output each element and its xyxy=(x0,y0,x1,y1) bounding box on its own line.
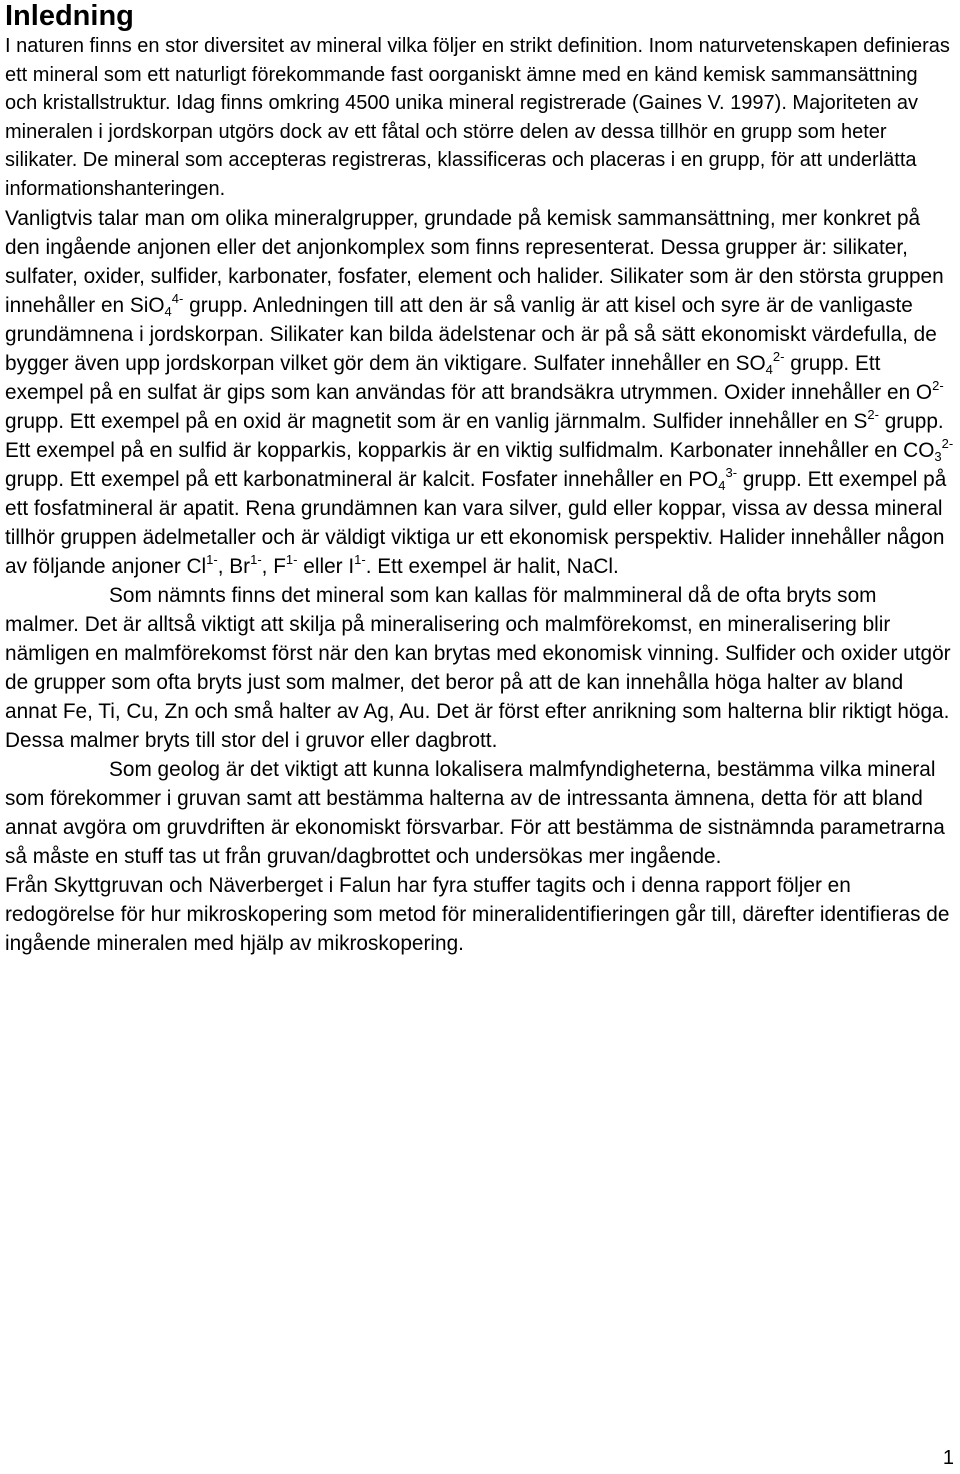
mineral-groups-paragraph: Vanligtvis talar man om olika mineralgrupper, grundade på kemisk sammansättning, mer konkret på den ingående anjonen eller det anjonkomplex som finns representerat. Dessa grupper är: silikater, sulfater, oxider, sulfider, karbonater, fosfater, element och halider. Silikater som är den största gruppen innehåller en SiO$_4^{4-}$ grupp. Anledningen till att den är så vanlig är att kisel och syre är de vanligaste grundämnena i jordskorpan. Silikater kan bilda ädelstenar och är på så sätt ekonomiskt värdefulla, de bygger även upp jordskorpan vilket gör dem än viktigare. Sulfater innehåller en $SO_4^{2-}$ grupp. Ett exempel på en sulfat är gips som kan användas för att brandsäkra utrymmen. Oxider innehåller en $O^{2-}$ grupp. Ett exempel på en oxid är magnetit som är en vanlig järnmalm. Sulfider innehåller en $S^{2-}$ grupp. Ett exempel på en sulfid är kopparkis, kopparkis är en viktig sulfidmalm. Karbonater innehåller en $CO_3^{2-}$ grupp. Ett exempel på ett karbonatmineral är kalcit. Fosfater innehåller en $PO_4^{3-}$ grupp. Ett exempel på ett fosfatmineral är apatit. Rena grundämnen kan vara silver, guld eller koppar, vissa av dessa mineral tillhör gruppen ädelmetaller och är väldigt viktiga ur ett ekonomisk perspektiv. Halider innehåller någon av följande anjoner $Cl^{1-}$, $Br^{1-}$, $F^{1-}$ eller $I^{1-}$. Ett exempel är halit, NaCl. xyxy=(5,206,954,578)
page-number: 1 xyxy=(942,1447,954,1469)
falun-paragraph: Från Skyttgruvan och Näverberget i Falun har fyra stuffer tagits och i denna rapport följer en redogörelse för hur mikroskopering som metod för mineralidentifieringen går till, därefter identifieras de ingående mineralen med hjälp av mikroskopering. xyxy=(5,873,950,955)
geologist-paragraph: Som geolog är det viktigt att kunna lokalisera malmfyndigheterna, bestämma vilka mineral som förekommer i gruvan samt att bestämma halterna av de intressanta ämnena, detta för att bland annat avgöra om gruvdriften är ekonomiskt försvarbar. För att bestämma de sistnämnda parametrarna så måste en stuff tas ut från gruvan/dagbrottet och undersökas mer ingående. xyxy=(5,757,945,868)
section-heading: Inledning xyxy=(5,0,134,32)
intro-paragraph: I naturen finns en stor diversitet av mineral vilka följer en strikt definition. Inom naturvetenskapen definieras ett mineral som ett naturligt förekommande fast oorganiskt ämne med en känd kemisk sammansättning och kristallstruktur. Idag finns omkring 4500 unika mineral registrerade (Gaines V. 1997). Majoriteten av mineralen i jordskorpan utgörs dock av ett fåtal och större delen av dessa tillhör en grupp som heter silikater. De mineral som accepteras registreras, klassificeras och placeras i en grupp, för att underlätta informationshanteringen. xyxy=(5,35,950,200)
ore-paragraph: Som nämnts finns det mineral som kan kallas för malmmineral då de ofta bryts som malmer. Det är alltså viktigt att skilja på mineralisering och malmförekomst, en mineralisering blir nämligen en malmförekomst först när den kan brytas med ekonomisk vinning. Sulfider och oxider utgör de grupper som ofta bryts just som malmer, det beror på att de kan innehålla höga halter av bland annat Fe, Ti, Cu, Zn och små halter av Ag, Au. Det är först efter anrikning som halterna blir riktigt höga. Dessa malmer bryts till stor del i gruvor eller dagbrott. xyxy=(5,583,951,752)
document-page xyxy=(5,0,955,958)
